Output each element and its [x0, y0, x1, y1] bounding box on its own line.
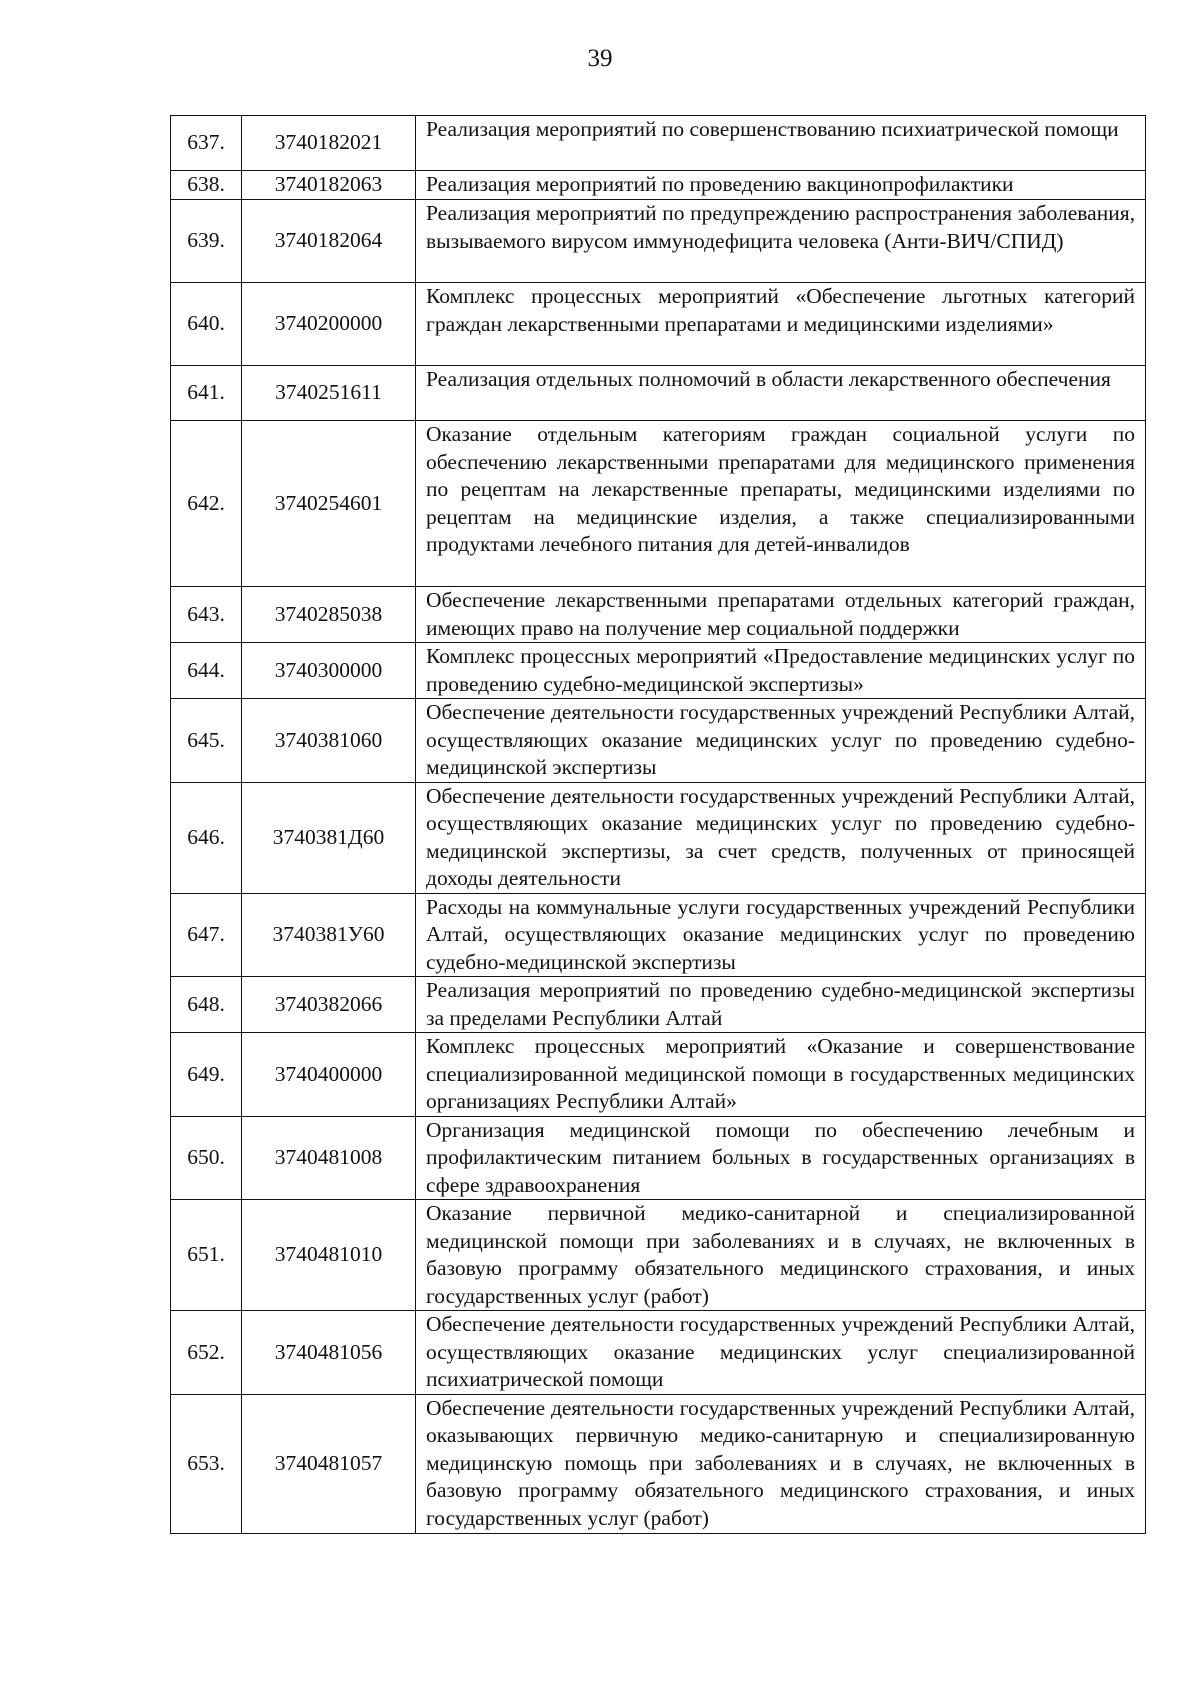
row-number-cell: 647. — [171, 893, 242, 977]
table-row — [171, 283, 1146, 366]
target-name-text: Реализация мероприятий по проведению вакцинопрофилактики — [426, 172, 1014, 196]
table-row — [171, 1394, 1146, 1533]
row-number-cell: 648. — [171, 977, 242, 1033]
row-number-cell: 640. — [171, 283, 242, 366]
target-code-cell: 3740381060 — [242, 699, 416, 783]
target-name-text: Комплекс процессных мероприятий «Оказание и совершенствование специализированной медицинской помощи в государственных медицинских организациях Республики Алтай» — [426, 1034, 1135, 1113]
target-name-text: Реализация мероприятий по проведению судебно-медицинской экспертизы за пределами Республики Алтай — [426, 978, 1135, 1030]
target-code-cell: 3740200000 — [242, 283, 416, 366]
target-code-cell: 3740182021 — [242, 116, 416, 171]
target-code-cell: 3740481008 — [242, 1116, 416, 1200]
target-name-cell — [416, 1200, 1146, 1311]
target-name-cell — [416, 782, 1146, 893]
row-number-cell: 651. — [171, 1200, 242, 1311]
target-code-cell: 3740481057 — [242, 1394, 416, 1533]
target-name-cell — [416, 893, 1146, 977]
target-name-cell — [416, 1311, 1146, 1395]
table-row — [171, 782, 1146, 893]
target-name-text: Комплекс процессных мероприятий «Предоставление медицинских услуг по проведению судебно-медицинской экспертизы» — [426, 644, 1135, 696]
table-body — [171, 116, 1146, 1534]
target-name-text: Расходы на коммунальные услуги государственных учреждений Республики Алтай, осуществляющих оказание медицинских услуг по проведению судебно-медицинской экспертизы — [426, 894, 1135, 974]
row-number-cell: 637. — [171, 116, 242, 171]
table-row — [171, 200, 1146, 283]
row-number-cell: 646. — [171, 782, 242, 893]
table-row — [171, 1200, 1146, 1311]
target-name-cell — [416, 1116, 1146, 1200]
target-code-cell: 3740182063 — [242, 171, 416, 200]
table-row — [171, 977, 1146, 1033]
target-code-cell: 3740251611 — [242, 366, 416, 421]
budget-classification-table — [170, 115, 1146, 1534]
target-code-cell: 3740481056 — [242, 1311, 416, 1395]
target-name-text: Обеспечение деятельности государственных учреждений Республики Алтай, осуществляющих оказание медицинских услуг по проведению судебно-медицинской экспертизы, за счет средств, полученных от приносящей доходы деятельности — [426, 783, 1135, 890]
row-number-cell: 649. — [171, 1033, 242, 1117]
target-name-text: Организация медицинской помощи по обеспечению лечебным и профилактическим питанием больных в государственных организациях в сфере здравоохранения — [426, 1117, 1135, 1197]
row-number-cell: 650. — [171, 1116, 242, 1200]
row-number-cell: 638. — [171, 171, 242, 200]
target-name-text: Обеспечение деятельности государственных учреждений Республики Алтай, оказывающих первичную медико-санитарную и специализированную медицинскую помощь при заболеваниях и в случаях, не включенных в базовую программу обязательного медицинского страхования, и иных государственных услуг (работ) — [426, 1395, 1135, 1530]
target-code-cell: 3740381Д60 — [242, 782, 416, 893]
target-name-text: Обеспечение деятельности государственных учреждений Республики Алтай, осуществляющих оказание медицинских услуг по проведению судебно-медицинской экспертизы — [426, 700, 1135, 779]
target-name-text: Комплекс процессных мероприятий «Обеспечение льготных категорий граждан лекарственными препаратами и медицинскими изделиями» — [426, 284, 1135, 336]
target-code-cell: 3740285038 — [242, 587, 416, 643]
table-row — [171, 421, 1146, 587]
table-row — [171, 116, 1146, 171]
table-row — [171, 587, 1146, 643]
target-name-cell — [416, 587, 1146, 643]
table-row — [171, 893, 1146, 977]
page-number: 39 — [587, 45, 613, 72]
target-name-text: Обеспечение деятельности государственных учреждений Республики Алтай, осуществляющих оказание медицинских услуг специализированной психиатрической помощи — [426, 1312, 1135, 1391]
target-name-cell — [416, 977, 1146, 1033]
row-number-cell: 645. — [171, 699, 242, 783]
target-name-text: Реализация мероприятий по совершенствованию психиатрической помощи — [426, 117, 1119, 141]
target-name-text: Обеспечение лекарственными препаратами отдельных категорий граждан, имеющих право на получение мер социальной поддержки — [426, 588, 1135, 640]
target-name-cell — [416, 200, 1146, 283]
target-code-cell: 3740481010 — [242, 1200, 416, 1311]
target-name-text: Оказание первичной медико-санитарной и специализированной медицинской помощи при заболеваниях и в случаях, не включенных в базовую программу обязательного медицинского страхования, и иных государственных услуг (работ) — [426, 1201, 1135, 1308]
row-number-cell: 639. — [171, 200, 242, 283]
target-name-cell — [416, 171, 1146, 200]
target-name-cell — [416, 116, 1146, 171]
table-row — [171, 366, 1146, 421]
target-name-cell — [416, 366, 1146, 421]
table-row — [171, 1033, 1146, 1117]
row-number-cell: 641. — [171, 366, 242, 421]
target-code-cell: 3740300000 — [242, 643, 416, 699]
target-name-cell — [416, 1033, 1146, 1117]
target-name-text: Реализация мероприятий по предупреждению распространения заболевания, вызываемого вирусом иммунодефицита человека (Анти-ВИЧ/СПИД) — [426, 201, 1135, 253]
target-name-cell — [416, 283, 1146, 366]
row-number-cell: 643. — [171, 587, 242, 643]
target-name-text: Оказание отдельным категориям граждан социальной услуги по обеспечению лекарственными препаратами для медицинского применения по рецептам на лекарственные препараты, медицинскими изделиями по рецептам на медицинские изделия, а также специализированными продуктами лечебного питания для детей-инвалидов — [426, 422, 1135, 556]
table-row — [171, 643, 1146, 699]
row-number-cell: 653. — [171, 1394, 242, 1533]
target-code-cell: 3740182064 — [242, 200, 416, 283]
target-name-cell — [416, 421, 1146, 587]
row-number-cell: 652. — [171, 1311, 242, 1395]
target-name-cell — [416, 643, 1146, 699]
table-row — [171, 171, 1146, 200]
table-row — [171, 699, 1146, 783]
target-name-cell — [416, 1394, 1146, 1533]
target-name-text: Реализация отдельных полномочий в области лекарственного обеспечения — [426, 367, 1111, 391]
target-code-cell: 3740254601 — [242, 421, 416, 587]
target-code-cell: 3740381У60 — [242, 893, 416, 977]
row-number-cell: 644. — [171, 643, 242, 699]
table-row — [171, 1116, 1146, 1200]
table-row — [171, 1311, 1146, 1395]
row-number-cell: 642. — [171, 421, 242, 587]
target-name-cell — [416, 699, 1146, 783]
target-code-cell: 3740382066 — [242, 977, 416, 1033]
target-code-cell: 3740400000 — [242, 1033, 416, 1117]
